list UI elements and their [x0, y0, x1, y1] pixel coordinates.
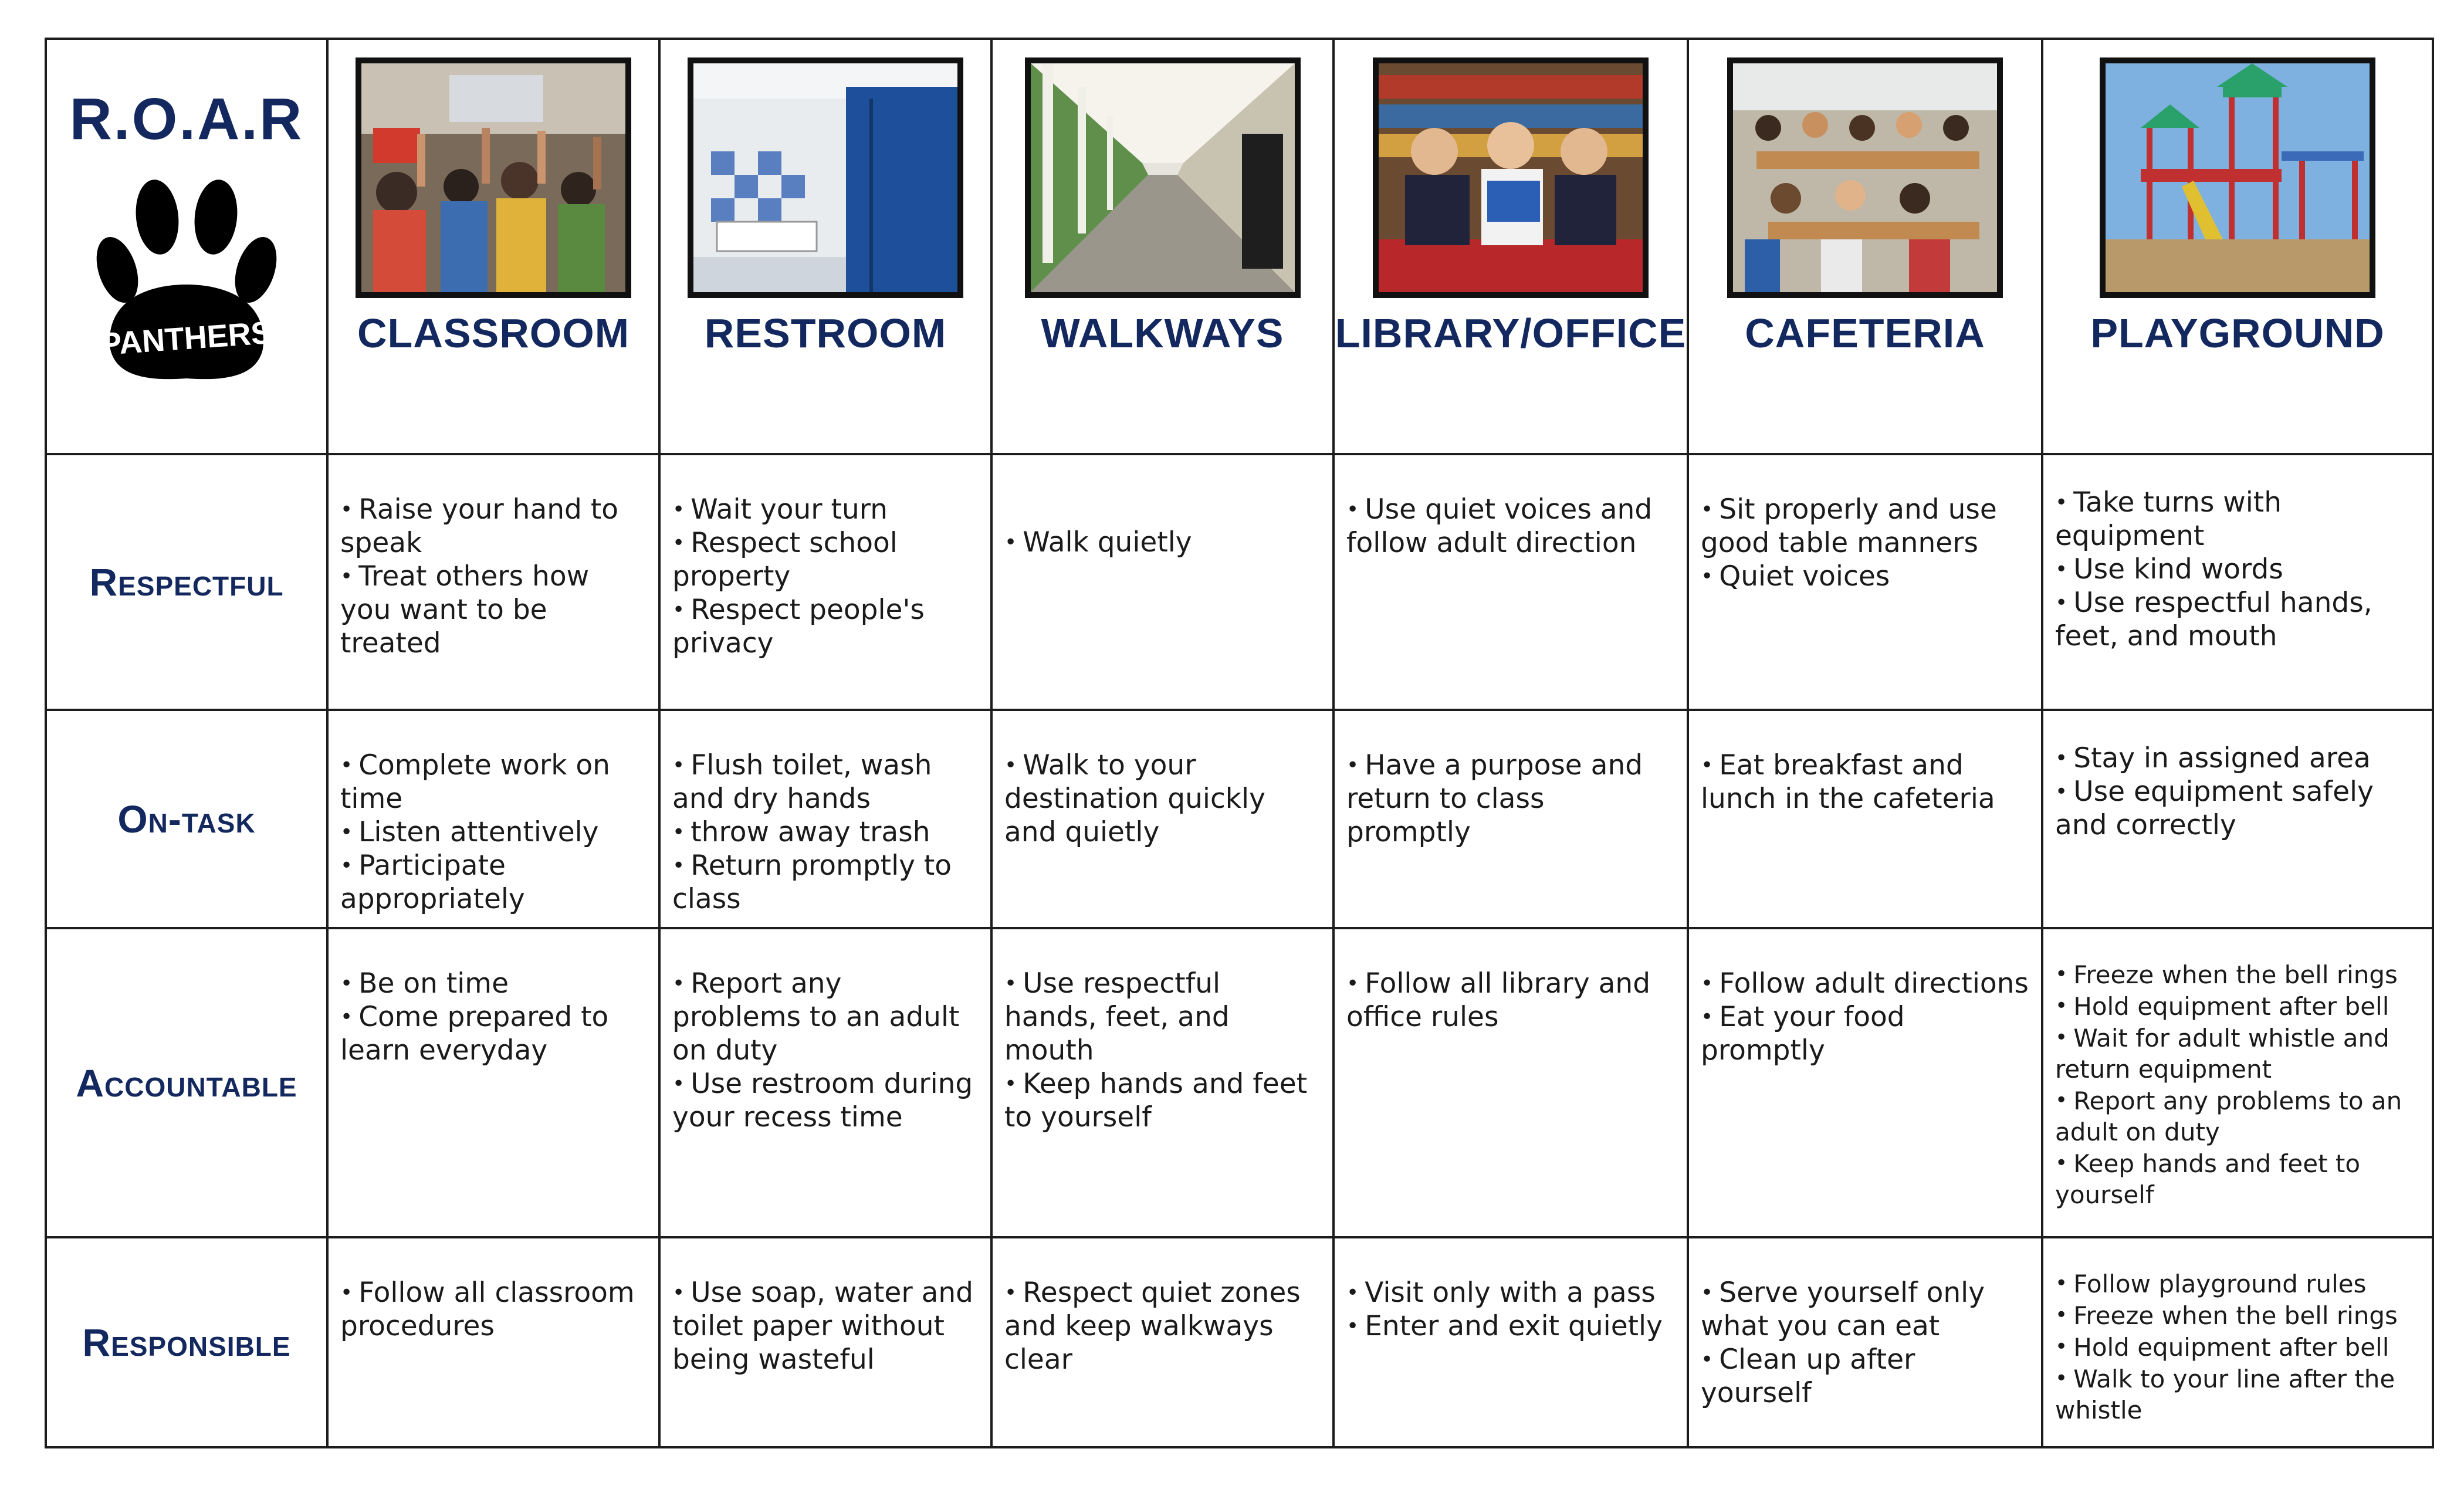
cell-accountable-restroom — [659, 928, 991, 1237]
rule-item: • Clean up after yourself — [1701, 1343, 2029, 1410]
location-label: RESTROOM — [704, 310, 947, 356]
cell-respectful-playground — [2042, 454, 2433, 710]
cafeteria-photo — [1727, 57, 2003, 298]
rule-item: • Flush toilet, wash and dry hands — [672, 749, 979, 815]
value-responsible — [46, 1237, 327, 1447]
location-label: CAFETERIA — [1745, 310, 1985, 356]
location-walkways — [991, 39, 1333, 454]
row-on-task — [46, 710, 2433, 928]
corner-cell — [46, 39, 327, 454]
value-label: Respectful — [89, 560, 284, 604]
row-respectful — [46, 454, 2433, 710]
rule-item: • Be on time — [340, 967, 647, 1000]
roar-title: R.O.A.R — [69, 86, 304, 152]
rule-item: • Walk to your line after the whistle — [2055, 1363, 2420, 1426]
value-on-task — [46, 710, 327, 928]
cell-responsible-walkways — [991, 1237, 1333, 1447]
playground-photo — [2100, 57, 2375, 298]
rule-item: • Raise your hand to speak — [340, 493, 647, 560]
location-classroom — [327, 39, 659, 454]
value-label: Accountable — [76, 1061, 297, 1105]
rule-item: • Respect quiet zones and keep walkways clear — [1004, 1276, 1321, 1376]
cell-respectful-walkways — [991, 454, 1333, 710]
rule-item: • Follow adult directions — [1701, 967, 2029, 1000]
rule-item: • Stay in assigned area — [2055, 742, 2420, 775]
rule-item: • throw away trash — [672, 815, 979, 849]
rule-item: • Return promptly to class — [672, 849, 979, 916]
rule-item: • Serve yourself only what you can eat — [1701, 1276, 2029, 1343]
rule-item: • Follow playground rules — [2055, 1268, 2420, 1299]
rule-item: • Follow all classroom procedures — [340, 1276, 647, 1343]
classroom-photo — [356, 57, 631, 298]
rule-item: • Sit properly and use good table manners — [1701, 493, 2029, 560]
rule-item: • Walk quietly — [1004, 526, 1321, 559]
cell-responsible-cafeteria — [1688, 1237, 2042, 1447]
rule-item: • Come prepared to learn everyday — [340, 1000, 647, 1067]
cell-respectful-restroom — [659, 454, 991, 710]
rule-item: • Visit only with a pass — [1346, 1276, 1675, 1309]
cell-on-task-restroom — [659, 710, 991, 928]
library-photo — [1373, 57, 1649, 298]
rule-item: • Use respectful hands, feet, and mouth — [2055, 586, 2420, 653]
rule-item: • Keep hands and feet to yourself — [1004, 1067, 1321, 1134]
rule-item: • Follow all library and office rules — [1346, 967, 1675, 1034]
value-label: Responsible — [82, 1321, 291, 1364]
walkway-photo — [1025, 57, 1301, 298]
value-accountable — [46, 928, 327, 1237]
rule-item: • Quiet voices — [1701, 560, 2029, 593]
cell-responsible-classroom — [327, 1237, 659, 1447]
rule-item: • Report any problems to an adult on duty — [672, 967, 979, 1067]
cell-respectful-library — [1333, 454, 1688, 710]
restroom-photo — [688, 57, 963, 298]
rule-item: • Freeze when the bell rings — [2055, 1299, 2420, 1331]
rule-item: • Take turns with equipment — [2055, 486, 2420, 553]
cell-responsible-library — [1333, 1237, 1688, 1447]
rule-item: • Use soap, water and toilet paper without being wasteful — [672, 1276, 979, 1376]
rule-item: • Wait for adult whistle and return equipment — [2055, 1022, 2420, 1085]
rule-item: • Listen attentively — [340, 815, 647, 849]
cell-accountable-cafeteria — [1688, 928, 2042, 1237]
rule-item: • Respect people's privacy — [672, 593, 979, 660]
rule-item: • Hold equipment after bell — [2055, 1331, 2420, 1363]
rule-item: • Treat others how you want to be treated — [340, 560, 647, 660]
rule-item: • Eat your food promptly — [1701, 1000, 2029, 1067]
row-responsible — [46, 1237, 2433, 1447]
cell-on-task-playground — [2042, 710, 2433, 928]
rule-item: • Participate appropriately — [340, 849, 647, 916]
value-label: On-task — [117, 797, 256, 841]
location-label: WALKWAYS — [1041, 310, 1284, 356]
header-row — [46, 39, 2433, 454]
cell-respectful-classroom — [327, 454, 659, 710]
cell-accountable-classroom — [327, 928, 659, 1237]
location-label: CLASSROOM — [357, 310, 629, 356]
rule-item: • Complete work on time — [340, 749, 647, 815]
rule-item: • Report any problems to an adult on duty — [2055, 1085, 2420, 1148]
rule-item: • Eat breakfast and lunch in the cafeteria — [1701, 749, 2029, 815]
location-label: LIBRARY/OFFICE — [1335, 310, 1687, 356]
cell-on-task-library — [1333, 710, 1688, 928]
location-restroom — [659, 39, 991, 454]
cell-accountable-library — [1333, 928, 1688, 1237]
rule-item: • Use kind words — [2055, 553, 2420, 586]
rule-item: • Have a purpose and return to class promptly — [1346, 749, 1675, 849]
location-label: PLAYGROUND — [2090, 310, 2385, 356]
cell-responsible-playground — [2042, 1237, 2433, 1447]
rule-item: • Wait your turn — [672, 493, 979, 526]
cell-accountable-walkways — [991, 928, 1333, 1237]
cell-on-task-walkways — [991, 710, 1333, 928]
panther-paw-logo — [87, 173, 286, 384]
cell-respectful-cafeteria — [1688, 454, 2042, 710]
row-accountable — [46, 928, 2433, 1237]
value-respectful — [46, 454, 327, 710]
rule-item: • Freeze when the bell rings — [2055, 959, 2420, 990]
rule-item: • Keep hands and feet to yourself — [2055, 1148, 2420, 1210]
rule-item: • Use respectful hands, feet, and mouth — [1004, 967, 1321, 1067]
cell-responsible-restroom — [659, 1237, 991, 1447]
location-cafeteria — [1688, 39, 2042, 454]
rule-item: • Walk to your destination quickly and quietly — [1004, 749, 1321, 849]
behavior-matrix — [45, 38, 2434, 1448]
rule-item: • Use equipment safely and correctly — [2055, 775, 2420, 842]
rule-item: • Use restroom during your recess time — [672, 1067, 979, 1134]
rule-item: • Hold equipment after bell — [2055, 990, 2420, 1022]
location-playground — [2042, 39, 2433, 454]
rule-item: • Enter and exit quietly — [1346, 1309, 1675, 1343]
cell-accountable-playground — [2042, 928, 2433, 1237]
rule-item: • Respect school property — [672, 526, 979, 593]
panthers-logo-text: PANTHERS — [99, 314, 273, 363]
cell-on-task-classroom — [327, 710, 659, 928]
rule-item: • Use quiet voices and follow adult direction — [1346, 493, 1675, 560]
cell-on-task-cafeteria — [1688, 710, 2042, 928]
location-library-office — [1333, 39, 1688, 454]
